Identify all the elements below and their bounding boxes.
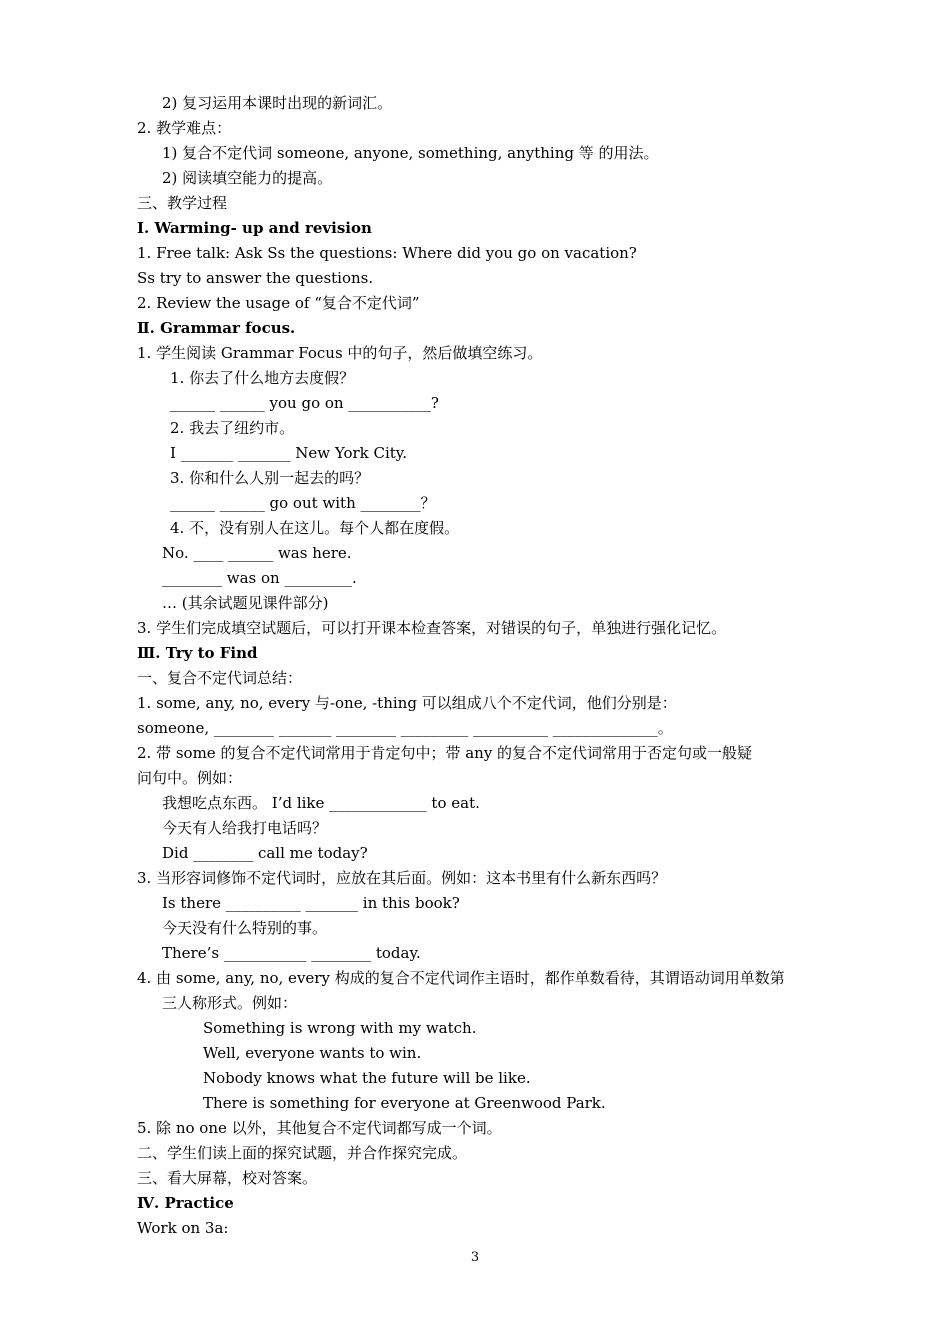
exercise-blank-line: No. ____ ______ was here. [162, 544, 352, 562]
subsection-heading: 三、看大屏幕，校对答案。 [137, 1169, 318, 1187]
text-line: 5. 除 no one 以外，其他复合不定代词都写成一个词。 [137, 1119, 502, 1137]
example-line: 今天没有什么特别的事。 [162, 919, 328, 937]
example-line: 我想吃点东西。 I’d like _____________ to eat. [162, 794, 480, 812]
exercise-prompt: 2. 我去了纽约市。 [170, 419, 295, 437]
section-heading: 三、教学过程 [137, 194, 228, 212]
text-line: Work on 3a: [137, 1219, 229, 1237]
text-line: 三人称形式。例如： [162, 994, 298, 1012]
section-heading: Ⅰ. Warming- up and revision [137, 219, 372, 237]
example-line: Nobody knows what the future will be like. [203, 1069, 531, 1087]
text-line: 1. some, any, no, every 与-one, -thing 可以组成八个不定代词，他们分别是： [137, 694, 677, 712]
text-line: 2. 带 some 的复合不定代词常用于肯定句中；带 any 的复合不定代词常用于否定句或一般疑 [137, 744, 753, 762]
exercise-blank-line: I _______ _______ New York City. [170, 444, 408, 462]
exercise-blank-line: someone, ________ _______ ________ _________ __________ ______________。 [137, 719, 673, 737]
section-heading: Ⅱ. Grammar focus. [137, 319, 296, 337]
text-line: 2) 复习运用本课时出现的新词汇。 [162, 94, 393, 112]
text-line: 3. 学生们完成填空试题后，可以打开课本检查答案，对错误的句子，单独进行强化记忆。 [137, 619, 727, 637]
text-line: 1. Free talk: Ask Ss the questions: Where did you go on vacation? [137, 244, 637, 262]
subsection-heading: 一、复合不定代词总结： [137, 669, 303, 687]
text-line: 2. Review the usage of “复合不定代词” [137, 294, 420, 312]
exercise-blank-line: ______ ______ go out with ________？ [170, 494, 436, 512]
section-heading: Ⅳ. Practice [137, 1194, 234, 1212]
exercise-blank-line: ______ ______ you go on ___________? [170, 394, 439, 412]
section-heading: Ⅲ. Try to Find [137, 644, 258, 662]
text-line: Ss try to answer the questions. [137, 269, 374, 287]
example-line: There’s ___________ ________ today. [162, 944, 421, 962]
example-line: Is there __________ _______ in this book? [162, 894, 460, 912]
list-heading: 2. 教学难点： [137, 119, 232, 137]
example-line: There is something for everyone at Greenwood Park. [203, 1094, 606, 1112]
text-line: … (其余试题见课件部分) [162, 594, 329, 612]
text-line: 3. 当形容词修饰不定代词时，应放在其后面。例如：这本书里有什么新东西吗？ [137, 869, 667, 887]
text-line: 1) 复合不定代词 someone, anyone, something, anything 等 的用法。 [162, 144, 659, 162]
subsection-heading: 二、学生们读上面的探究试题，并合作探究完成。 [137, 1144, 468, 1162]
exercise-prompt: 3. 你和什么人别一起去的吗？ [170, 469, 370, 487]
text-line: 2) 阅读填空能力的提高。 [162, 169, 333, 187]
text-line: 1. 学生阅读 Grammar Focus 中的句子，然后做填空练习。 [137, 344, 543, 362]
example-line: Well, everyone wants to win. [203, 1044, 422, 1062]
exercise-prompt: 1. 你去了什么地方去度假？ [170, 369, 355, 387]
example-line: Something is wrong with my watch. [203, 1019, 477, 1037]
page-number: 3 [470, 1250, 480, 1265]
text-line: 4. 由 some, any, no, every 构成的复合不定代词作主语时，都作单数看待，其谓语动词用单数第 [137, 969, 785, 987]
exercise-blank-line: ________ was on _________. [162, 569, 357, 587]
text-line: 问句中。例如： [137, 769, 243, 787]
exercise-prompt: 4. 不，没有别人在这儿。每个人都在度假。 [170, 519, 460, 537]
example-line: 今天有人给我打电话吗？ [162, 819, 328, 837]
example-line: Did ________ call me today? [162, 844, 368, 862]
